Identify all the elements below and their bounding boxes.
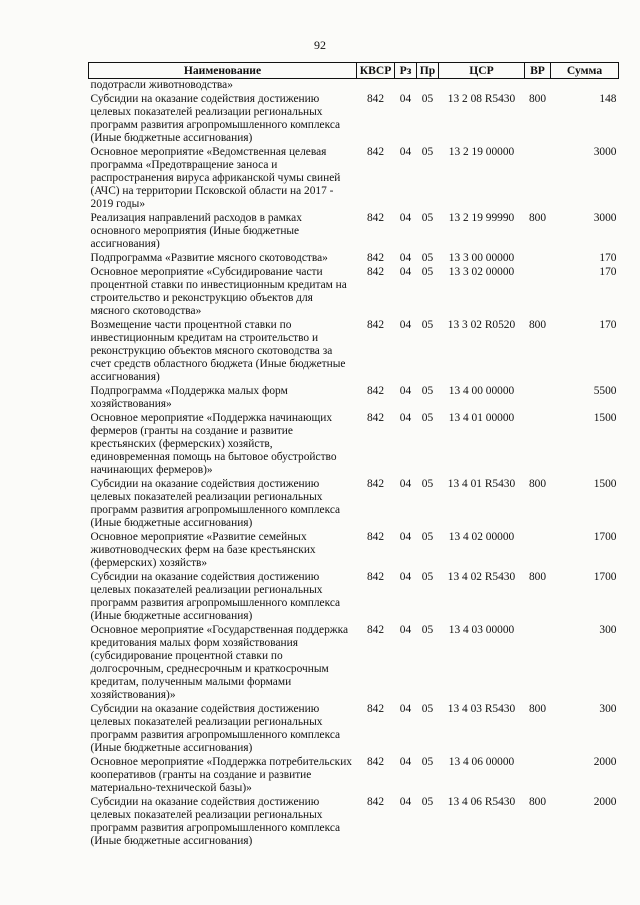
cell-vr: [525, 412, 551, 478]
table-row: [89, 796, 619, 849]
cell-kvsr: 842: [366, 266, 385, 278]
table-row: [89, 252, 619, 266]
cell-rz: 04: [399, 703, 412, 715]
table-row: [89, 146, 619, 212]
cell-kvsr: 842: [366, 624, 385, 636]
cell-sum: 1500: [593, 478, 617, 490]
cell-csr: 13 4 03 00000: [448, 624, 515, 636]
cell-csr: 13 4 06 R5430: [447, 796, 516, 808]
cell-pr: 05: [421, 412, 434, 424]
cell-vr: 800: [528, 703, 547, 715]
table-row: [89, 319, 619, 385]
table-row: [89, 412, 619, 478]
cell-kvsr: 842: [366, 531, 385, 543]
cell-vr: 800: [528, 93, 547, 105]
cell-pr: 05: [421, 478, 434, 490]
cell-rz: 04: [399, 756, 412, 768]
cell-sum: 1700: [593, 571, 617, 583]
cell-pr: 05: [421, 385, 434, 397]
cell-sum: 3000: [593, 146, 617, 158]
cell-kvsr: 842: [366, 571, 385, 583]
table-row: [89, 756, 619, 796]
cell-kvsr: 842: [366, 385, 385, 397]
cell-vr: [525, 146, 551, 212]
cell-rz: 04: [399, 571, 412, 583]
cell-csr: 13 4 01 00000: [448, 412, 515, 424]
cell-pr: 05: [421, 756, 434, 768]
cell-vr: 800: [528, 319, 547, 331]
cell-vr: [525, 756, 551, 796]
cell-name: Основное мероприятие «Развитие семейных животноводческих ферм на базе крестьянских (фермерских) хозяйств»: [90, 531, 316, 569]
cell-rz: 04: [399, 385, 412, 397]
cell-pr: 05: [421, 93, 434, 105]
cell-csr: 13 3 00 00000: [448, 252, 515, 264]
header-rz: Рз: [395, 63, 417, 79]
table-row: [89, 212, 619, 252]
cell-csr: 13 4 06 00000: [448, 756, 515, 768]
cell-rz: 04: [399, 252, 412, 264]
cell-vr: [525, 252, 551, 266]
cell-sum: 1700: [593, 531, 617, 543]
cell-csr: 13 4 02 00000: [448, 531, 515, 543]
cell-kvsr: 842: [366, 212, 385, 224]
cell-kvsr: 842: [366, 796, 385, 808]
cell-csr: [439, 79, 525, 94]
cell-pr: 05: [421, 319, 434, 331]
cell-vr: [525, 385, 551, 412]
cell-vr: [525, 624, 551, 703]
table-row: [89, 385, 619, 412]
cell-pr: 05: [421, 146, 434, 158]
cell-pr: 05: [421, 531, 434, 543]
cell-rz: 04: [399, 319, 412, 331]
table-row: [89, 703, 619, 756]
cell-name: Реализация направлений расходов в рамках основного мероприятия (Иные бюджетные ассигнования): [90, 212, 302, 250]
cell-pr: 05: [421, 571, 434, 583]
cell-vr: 800: [528, 796, 547, 808]
cell-rz: 04: [399, 624, 412, 636]
cell-name: Основное мероприятие «Субсидирование части процентной ставки по инвестиционным кредитам на строительство и реконструкцию объектов для мясного скотоводства»: [90, 266, 347, 317]
cell-sum: 148: [599, 93, 617, 105]
cell-pr: 05: [421, 212, 434, 224]
cell-pr: [417, 79, 439, 94]
cell-sum: 3000: [593, 212, 617, 224]
cell-name: Подпрограмма «Поддержка малых форм хозяйствования»: [90, 385, 288, 410]
cell-csr: 13 4 02 R5430: [447, 571, 516, 583]
cell-sum: 170: [599, 319, 617, 331]
header-kvsr: КВСР: [357, 63, 395, 79]
cell-name: Субсидии на оказание содействия достижению целевых показателей реализации региональных программ развития агропромышленного комплекса (Иные бюджетные ассигнования): [90, 796, 341, 847]
cell-kvsr: 842: [366, 252, 385, 264]
cell-vr: 800: [528, 571, 547, 583]
cell-pr: 05: [421, 703, 434, 715]
cell-name: Основное мероприятие «Государственная поддержка кредитования малых форм хозяйствования (субсидирование процентной ставки по долгосрочным, среднесрочным и краткосрочным кредитам, полученным малыми формами хозяйствования)»: [90, 624, 349, 701]
cell-csr: 13 4 03 R5430: [447, 703, 516, 715]
cell-sum: 5500: [593, 385, 617, 397]
cell-kvsr: [357, 79, 395, 94]
header-csr: ЦСР: [439, 63, 525, 79]
cell-rz: 04: [399, 266, 412, 278]
cell-sum: [551, 79, 619, 94]
header-name: Наименование: [89, 63, 357, 79]
cell-rz: [395, 79, 417, 94]
cell-name: Субсидии на оказание содействия достижению целевых показателей реализации региональных программ развития агропромышленного комплекса (Иные бюджетные ассигнования): [90, 571, 341, 622]
cell-sum: 170: [599, 266, 617, 278]
page-number: 92: [314, 38, 326, 52]
cell-sum: 300: [599, 703, 617, 715]
cell-csr: 13 2 19 00000: [448, 146, 515, 158]
cell-sum: 2000: [593, 756, 617, 768]
cell-name: Основное мероприятие «Поддержка начинающих фермеров (гранты на создание и развитие крестьянских (фермерских) хозяйств, единовременная помощь на бытовое обустройство начинающих фермеров)»: [90, 412, 337, 476]
cell-vr: [525, 266, 551, 319]
cell-sum: 2000: [593, 796, 617, 808]
cell-rz: 04: [399, 212, 412, 224]
header-vr: ВР: [525, 63, 551, 79]
table-row: [89, 531, 619, 571]
cell-name: Основное мероприятие «Поддержка потребительских кооперативов (гранты на создание и развитие материально-технической базы)»: [90, 756, 353, 794]
cell-rz: 04: [399, 146, 412, 158]
table-body: [89, 79, 619, 850]
table-header-row: [89, 63, 619, 79]
cell-sum: 1500: [593, 412, 617, 424]
cell-csr: 13 3 02 R0520: [447, 319, 516, 331]
table-row: [89, 624, 619, 703]
cell-rz: 04: [399, 796, 412, 808]
cell-csr: 13 2 19 99990: [448, 212, 515, 224]
cell-name: Подпрограмма «Развитие мясного скотоводства»: [90, 252, 328, 264]
header-pr: Пр: [417, 63, 439, 79]
table-row: [89, 266, 619, 319]
cell-csr: 13 2 08 R5430: [447, 93, 516, 105]
cell-kvsr: 842: [366, 319, 385, 331]
cell-name: подотрасли животноводства»: [90, 79, 233, 91]
cell-kvsr: 842: [366, 478, 385, 490]
cell-rz: 04: [399, 412, 412, 424]
budget-table: [88, 62, 619, 849]
cell-name: Субсидии на оказание содействия достижению целевых показателей реализации региональных программ развития агропромышленного комплекса (Иные бюджетные ассигнования): [90, 703, 341, 754]
cell-vr: [525, 79, 551, 94]
table-row: [89, 571, 619, 624]
cell-pr: 05: [421, 266, 434, 278]
cell-vr: 800: [528, 478, 547, 490]
table-row: [89, 79, 619, 94]
cell-rz: 04: [399, 531, 412, 543]
cell-kvsr: 842: [366, 146, 385, 158]
cell-rz: 04: [399, 93, 412, 105]
cell-name: Основное мероприятие «Ведомственная целевая программа «Предотвращение заноса и распространения вируса африканской чумы свиней (АЧС) на территории Псковской области на 2017 - 2019 годы»: [90, 146, 341, 210]
cell-name: Субсидии на оказание содействия достижению целевых показателей реализации региональных программ развития агропромышленного комплекса (Иные бюджетные ассигнования): [90, 93, 341, 144]
cell-sum: 300: [599, 624, 617, 636]
cell-pr: 05: [421, 796, 434, 808]
cell-kvsr: 842: [366, 703, 385, 715]
cell-vr: [525, 531, 551, 571]
cell-csr: 13 4 00 00000: [448, 385, 515, 397]
cell-pr: 05: [421, 252, 434, 264]
cell-name: Субсидии на оказание содействия достижению целевых показателей реализации региональных программ развития агропромышленного комплекса (Иные бюджетные ассигнования): [90, 478, 341, 529]
header-sum: Сумма: [551, 63, 619, 79]
table-row: [89, 93, 619, 146]
cell-kvsr: 842: [366, 93, 385, 105]
cell-vr: 800: [528, 212, 547, 224]
cell-name: Возмещение части процентной ставки по инвестиционным кредитам на строительство и реконструкцию объектов мясного скотоводства за счет средств областного бюджета (Иные бюджетные ассигнования): [90, 319, 346, 383]
cell-csr: 13 3 02 00000: [448, 266, 515, 278]
cell-pr: 05: [421, 624, 434, 636]
cell-rz: 04: [399, 478, 412, 490]
cell-kvsr: 842: [366, 412, 385, 424]
cell-sum: 170: [599, 252, 617, 264]
cell-csr: 13 4 01 R5430: [447, 478, 516, 490]
table-row: [89, 478, 619, 531]
cell-kvsr: 842: [366, 756, 385, 768]
